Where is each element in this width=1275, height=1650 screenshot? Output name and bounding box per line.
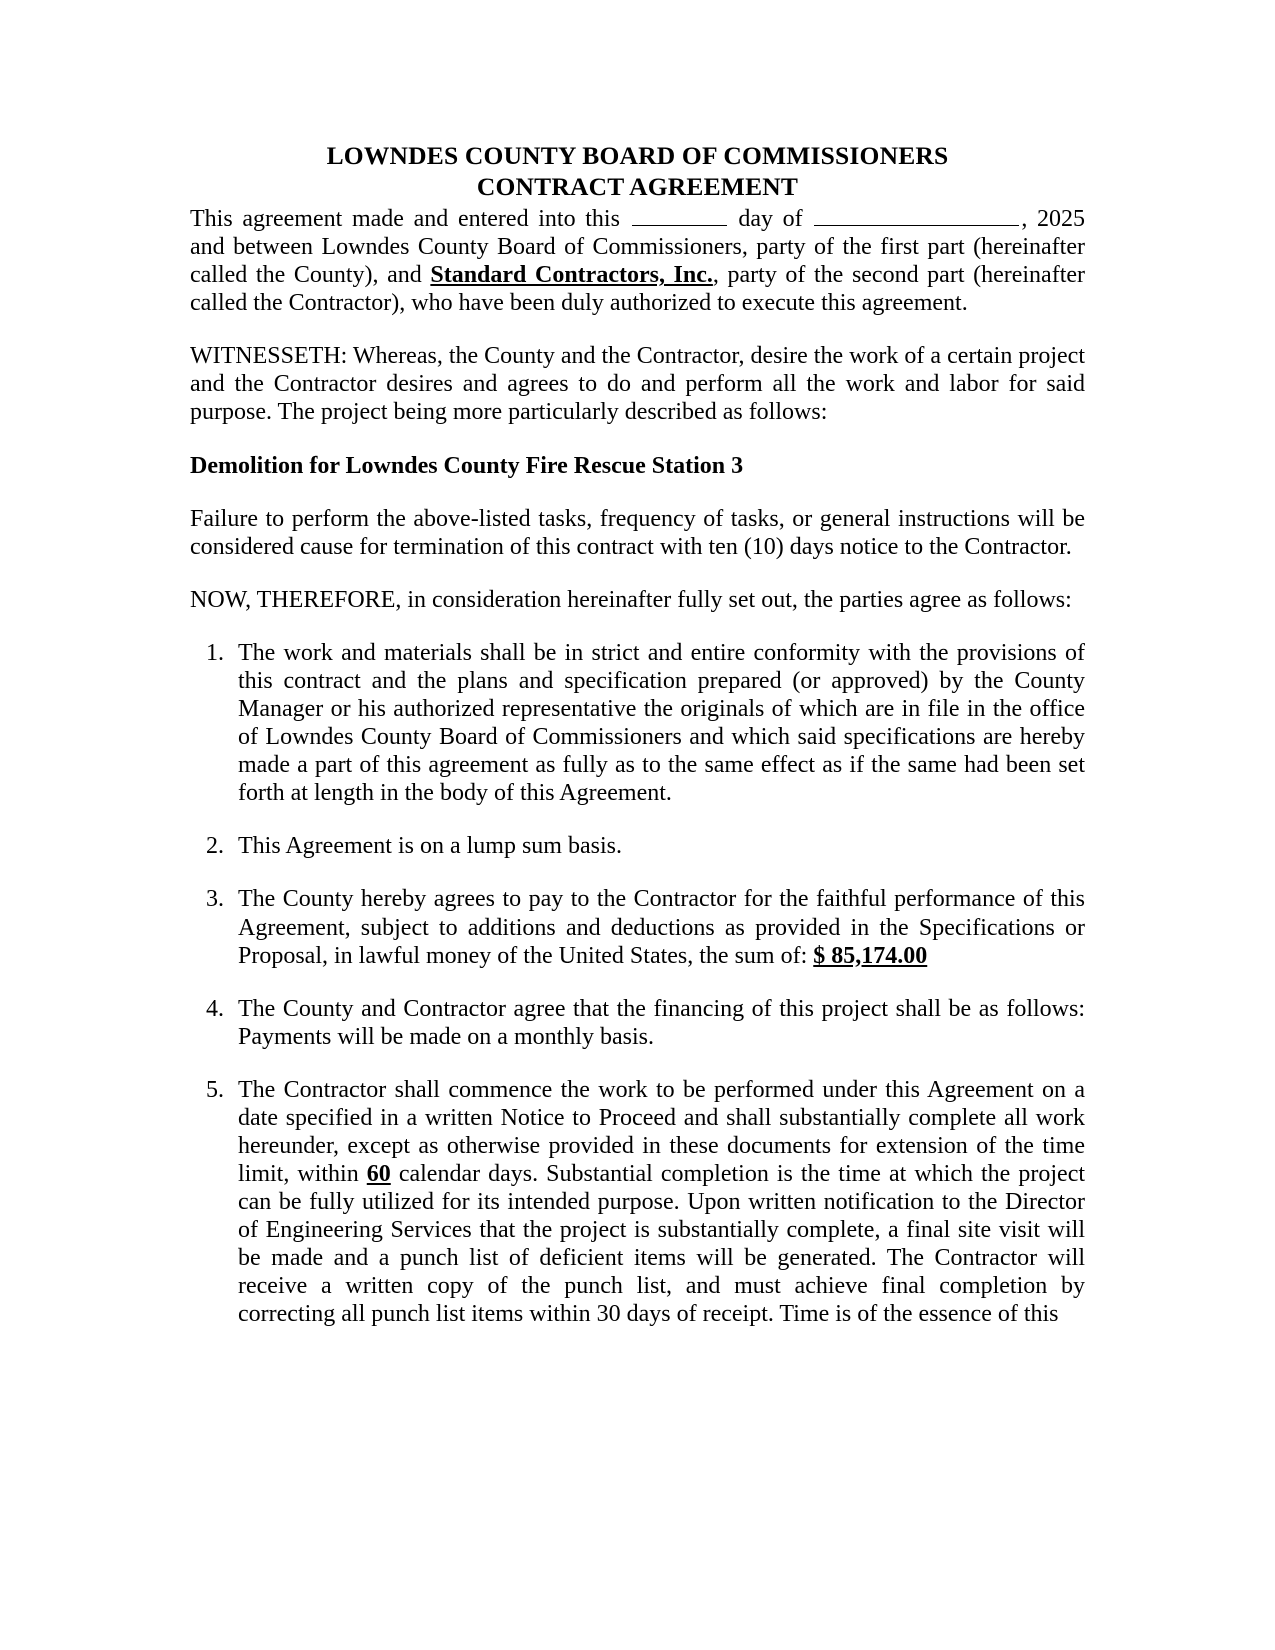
intro-text-part-1: This agreement made and entered into this [190, 206, 620, 233]
title-line-1: LOWNDES COUNTY BOARD OF COMMISSIONERS [326, 141, 949, 170]
item-number: 3. [206, 886, 224, 913]
item-text: The work and materials shall be in strict and entire conformity with the provisions of this contract and the plans and specification prepared (or approved) by the County Manager or his authorized representative the originals of which are in file in the office of Lowndes County Board of Commissioners and which said specifications are hereby made a part of this agreement as fully as to the same effect as if the same had been set forth at length in the body of this Agreement. [238, 639, 1085, 807]
project-heading: Demolition for Lowndes County Fire Rescue Station 3 [190, 452, 744, 479]
item-number: 2. [206, 833, 224, 860]
list-item [190, 832, 1085, 860]
list-item [190, 995, 1085, 1051]
month-blank-field[interactable] [814, 202, 1019, 226]
now-therefore-paragraph: NOW, THEREFORE, in consideration hereinafter fully set out, the parties agree as follows: [190, 586, 1072, 613]
item-text: This Agreement is on a lump sum basis. [238, 833, 622, 860]
intro-year: , 2025 [1021, 206, 1086, 233]
document-title [190, 140, 1085, 202]
item-number: 5. [206, 1076, 224, 1103]
item-text: The County hereby agrees to pay to the Contractor for the faithful performance of this Agreement, subject to additions and deductions as provided in the Specifications or Proposal, in lawful money of the United States, the sum of: [238, 886, 1085, 969]
intro-paragraph [190, 202, 1085, 317]
agreement-items-list [190, 639, 1085, 1329]
item-text-continued: calendar days. Substantial completion is the time at which the project can be fully utilized for its intended purpose. Upon written notification to the Director of Engineering Services that the project is substantially complete, a final site visit will be made and a punch list of deficient items will be generated. The Contractor will receive a written copy of the punch list, and must achieve final completion by correcting all punch list items within 30 days of receipt. Time is of the essence of this [238, 1161, 1086, 1328]
list-item [190, 885, 1085, 969]
item-text: The County and Contractor agree that the financing of this project shall be as follows: Payments will be made on a monthly basis. [238, 995, 1085, 1050]
day-blank-field[interactable] [632, 202, 727, 226]
item-number: 4. [206, 995, 224, 1022]
failure-clause-paragraph: Failure to perform the above-listed tasks, frequency of tasks, or general instructions will be considered cause for termination of this contract with ten (10) days notice to the Contractor. [190, 505, 1085, 560]
item-text: The Contractor shall commence the work to be performed under this Agreement on a date specified in a written Notice to Proceed and shall substantially complete all work hereunder, except as otherwise provided in these documents for extension of the time limit, within [238, 1076, 1085, 1188]
witnesseth-paragraph: WITNESSETH: Whereas, the County and the Contractor, desire the work of a certain project and the Contractor desires and agrees to do and perform all the work and labor for said purpose. The project being more particularly described as follows: [190, 343, 1085, 426]
title-line-2: CONTRACT AGREEMENT [476, 172, 799, 202]
contractor-name: Standard Contractors, Inc. [430, 262, 713, 289]
contract-amount: $ 85,174.00 [813, 942, 928, 969]
intro-text-part-2: day of [738, 206, 803, 233]
calendar-days-value: 60 [366, 1161, 391, 1188]
intro-text-part-3: and between Lowndes County Board of Commissioners, party of the first part (hereinafter called the County), and [190, 234, 1085, 289]
list-item [190, 1076, 1085, 1329]
intro-text-part-4: , party of the second part (hereinafter called the Contractor), who have been duly authorized to execute this agreement. [190, 262, 1086, 317]
list-item [190, 639, 1085, 807]
item-number: 1. [206, 639, 224, 666]
